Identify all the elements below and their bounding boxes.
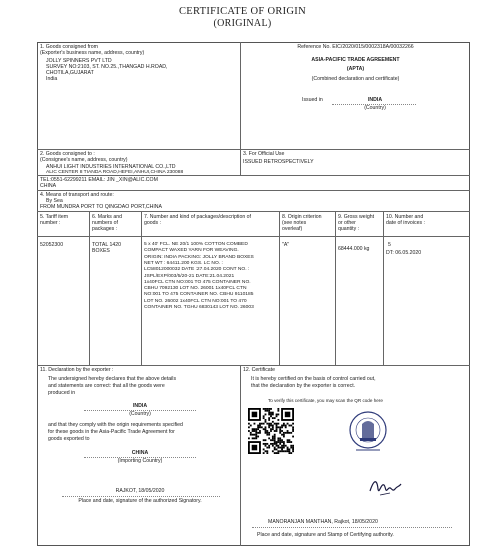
reference-number: Reference No. EIC/2020/015/0002318A/00032266 (297, 44, 414, 50)
divider (335, 211, 336, 365)
exporter-address-line: CHOTILA,GUJARAT (46, 70, 94, 76)
description-line: JSPL/EXP/003/5/20-21 DATE:21.04.2021 (144, 273, 235, 279)
consignee-contact: TEL:0551-62299211 EMAIL: JIN _XIN@ALIC.COM (40, 177, 158, 183)
col5-header: 5. Tariff item (40, 214, 69, 220)
description-line: CONTAINER NO. TGHU 6830143 LOT NO. 26003 (144, 305, 254, 310)
issued-in-label: Issued in (302, 97, 323, 103)
document-title: CERTIFICATE OF ORIGIN (178, 6, 306, 17)
description-line: COMPACT WAXED YARN FOR WEAVING. (144, 248, 239, 254)
box3-heading: 3. For Official Use (243, 151, 285, 157)
col6-header: numbers of (92, 220, 118, 226)
invoice-date: DT: 06.05.2020 (386, 250, 422, 256)
agreement-abbr: (APTA) (346, 66, 365, 72)
exporter-name: JOLLY SPINNERS PVT LTD (46, 58, 112, 64)
divider (37, 236, 470, 237)
box1-subheading: (Exporter's business name, address, country) (40, 50, 145, 56)
consignee-address: ALIC CENTER 8 TIANDA ROAD,HEFEI,ANHUI,CHINA 230088 (46, 170, 184, 175)
box2-subheading: (Consignee's name, address, country) (40, 157, 128, 163)
box12-heading: 12. Certificate (243, 367, 276, 373)
transport-mode: By Sea (46, 198, 63, 204)
certificate-text: It is hereby certified on the basis of control carried out, (251, 376, 376, 382)
col8-header: (see notes (282, 220, 307, 226)
official-use-text: ISSUED RETROSPECTIVELY (243, 159, 314, 165)
marks: BOXES (92, 248, 110, 254)
country-caption: (Country) (364, 105, 386, 111)
col10-header: date of invoices : (386, 220, 425, 226)
col9-header: or other (338, 220, 356, 226)
description-line: 1x40FCL CTN NO:001 TO 475 CONTAINER NO. (144, 279, 251, 285)
certificate-form (37, 42, 470, 546)
declaration-text: for these goods in the Asia-Pacific Trade Agreement for (48, 429, 175, 435)
divider (37, 149, 470, 150)
divider (89, 211, 90, 365)
description-line: 5 x 40' FCL. NE 20/1 100% COTTON COMBED (144, 242, 248, 247)
gross-weight: 68444.000 kg (338, 246, 370, 252)
certifier-name: MANORANJAN MANTHAN, Rajkot, 18/05/2020 (268, 519, 378, 525)
certifier-sign-caption: Place and date, signature and Stamp of Certifying authority. (257, 532, 394, 538)
origin-country-caption: (Country) (129, 411, 151, 417)
exporter-sign-caption: Place and date, signature of the authorized Signatory. (78, 498, 202, 504)
col9-header: quantity : (338, 226, 360, 232)
declaration-text: goods exported to (48, 436, 90, 442)
consignee-country: CHINA (40, 183, 57, 189)
description-line: NET WT : 64411.200 KGS. LC NO. : (144, 260, 223, 266)
col6-header: 6. Marks and (92, 214, 122, 220)
origin-criterion: "A" (282, 242, 290, 248)
divider (37, 365, 470, 366)
col8-header: overleaf) (282, 226, 303, 232)
importing-country-caption: (Importing Country) (117, 458, 163, 464)
verify-text: To verify this certificate, you may scan the QR code here (268, 398, 383, 403)
divider (37, 190, 470, 191)
invoice-number: 5 (388, 242, 391, 248)
declaration-text: and that they comply with the origin requirements specified (48, 422, 183, 428)
col10-header: 10. Number and (386, 214, 424, 220)
col7-header: goods : (144, 220, 162, 226)
col7-header: 7. Number and kind of packages/description of (144, 214, 251, 220)
importing-country: CHINA (131, 450, 149, 456)
description-line: NO:001 TO 475 CONTAINER NO. CBHU 9110185 (144, 292, 254, 298)
declaration-text: produced in (48, 390, 76, 396)
description-line: LOT NO. 26002 1x40FCL CTN NO:001 TO 470 (144, 298, 247, 304)
description-line: ORIGIN: INDIA PACKING: JOLLY BRAND BOXES (144, 254, 254, 260)
certificate-text: that the declaration by the exporter is correct. (251, 383, 356, 389)
divider (37, 211, 470, 212)
document-subtitle: (ORIGINAL) (213, 18, 272, 29)
col6-header: packages : (92, 226, 118, 232)
declaration-text: and statements are correct: that all the goods were (48, 383, 165, 389)
dotted-line (252, 527, 452, 528)
signature-icon (368, 475, 404, 499)
consignee-name: ANHUI LIGHT INDUSTRIES INTERNATIONAL CO.,LTD (46, 164, 176, 170)
description-line: LC58012000032 DATE :27.04.2020 CONT NO. : (144, 267, 250, 273)
declaration-text: The undersigned hereby declares that the above details (48, 376, 177, 382)
col8-header: 8. Origin criterion (282, 214, 322, 220)
col9-header: 9. Gross weight (338, 214, 375, 220)
divider (240, 365, 241, 546)
box11-heading: 11. Declaration by the exporter : (40, 367, 114, 373)
box4-heading: 4. Means of transport and route: (40, 192, 114, 198)
emblem-seal-icon (348, 410, 388, 454)
box1-heading: 1. Goods consigned from (40, 44, 98, 50)
qr-code[interactable] (248, 408, 294, 454)
col5-header: number : (40, 220, 61, 226)
agreement-name: ASIA-PACIFIC TRADE AGREEMENT (311, 57, 400, 63)
marks: TOTAL 1420 (92, 242, 122, 248)
divider (141, 211, 142, 365)
tariff-number: 52052300 (40, 242, 64, 248)
description-line: CBHU 7092130 LOT NO. 26001 1x40FCL CTN (144, 286, 247, 292)
combined-declaration: (Combined declaration and certificate) (311, 76, 400, 82)
divider (279, 211, 280, 365)
exporter-address-line: SURVEY NO:2103, ST. NO.25.,THANGAD H.ROAD, (46, 64, 168, 70)
dotted-line (62, 496, 220, 497)
exporter-place-date: RAJKOT, 18/05/2020 (115, 488, 165, 494)
exporter-country: India (46, 76, 58, 82)
box2-heading: 2. Goods consigned to : (40, 151, 95, 157)
transport-route: FROM MUNDRA PORT TO QINGDAO PORT,CHINA (40, 204, 163, 210)
origin-country: INDIA (132, 403, 148, 409)
divider (383, 211, 384, 365)
issued-country: INDIA (367, 97, 383, 103)
